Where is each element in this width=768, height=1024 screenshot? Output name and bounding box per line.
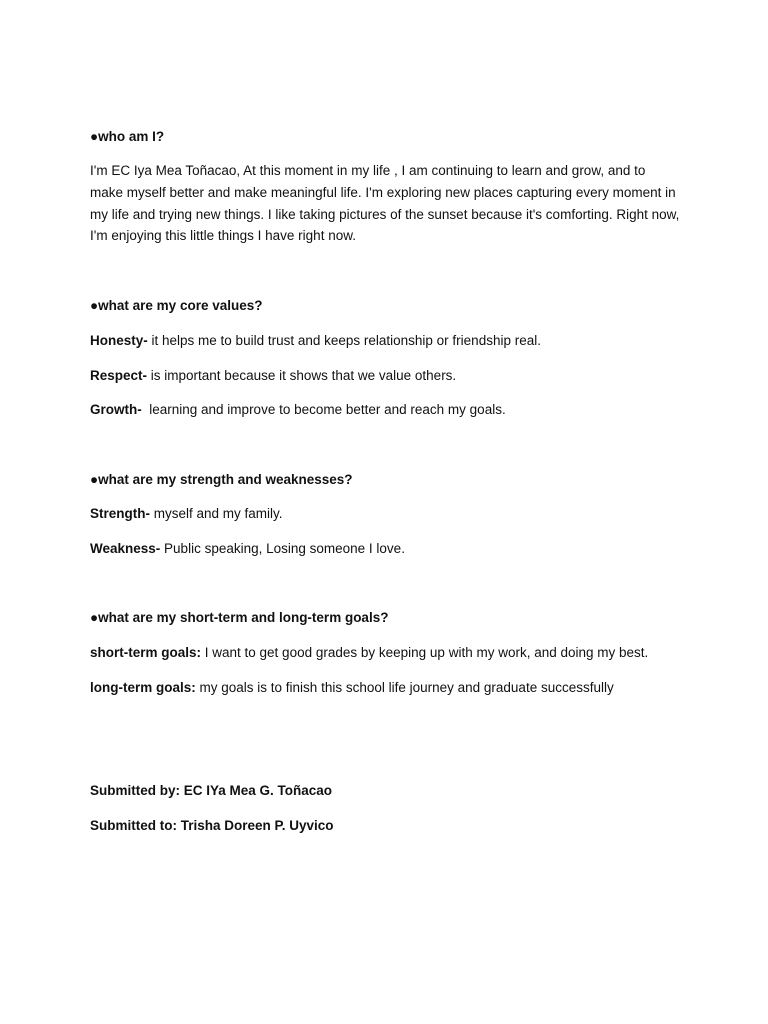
value-growth-text: learning and improve to become better and reach my goals. [141,402,506,417]
value-honesty [90,332,541,350]
value-respect-text: is important because it shows that we value others. [147,368,457,383]
short-term-goal-label: short-term goals: [90,645,202,660]
strength-weakness-heading: ●what are my strength and weaknesses? [90,472,353,487]
short-term-goal-text: I want to get good grades by keeping up with my work, and doing my best. [201,645,649,660]
value-growth [90,401,506,419]
weakness-label: Weakness- [90,541,161,556]
value-respect-label: Respect- [90,368,148,383]
value-honesty-text: it helps me to build trust and keeps relationship or friendship real. [147,333,541,348]
strength-line [90,505,283,523]
who-am-i-paragraph: I'm EC Iya Mea Toñacao, At this moment in my life , I am continuing to learn and grow, and to make myself better and make meaningful life. I'm exploring new places capturing every moment in my life and trying new things. I like taking pictures of the sunset because it's comforting. Right now, I'm enjoying this little things I have right now. [90,163,680,244]
who-am-i-heading: ●who am I? [90,129,165,144]
long-term-goal-line [90,679,614,697]
submitted-to: Submitted to: Trisha Doreen P. Uyvico [90,818,334,833]
value-honesty-label: Honesty- [90,333,148,348]
weakness-text: Public speaking, Losing someone I love. [160,541,405,556]
submitted-by: Submitted by: EC IYa Mea G. Toñacao [90,783,333,798]
short-term-goal-line [90,644,648,662]
weakness-line [90,540,405,558]
long-term-goal-text: my goals is to finish this school life journey and graduate successfully [195,680,614,695]
strength-label: Strength- [90,506,150,521]
strength-text: myself and my family. [150,506,283,521]
goals-heading: ●what are my short-term and long-term goals? [90,610,389,625]
value-growth-label: Growth- [90,402,142,417]
value-respect [90,367,456,385]
long-term-goal-label: long-term goals: [90,680,196,695]
core-values-heading: ●what are my core values? [90,298,263,313]
